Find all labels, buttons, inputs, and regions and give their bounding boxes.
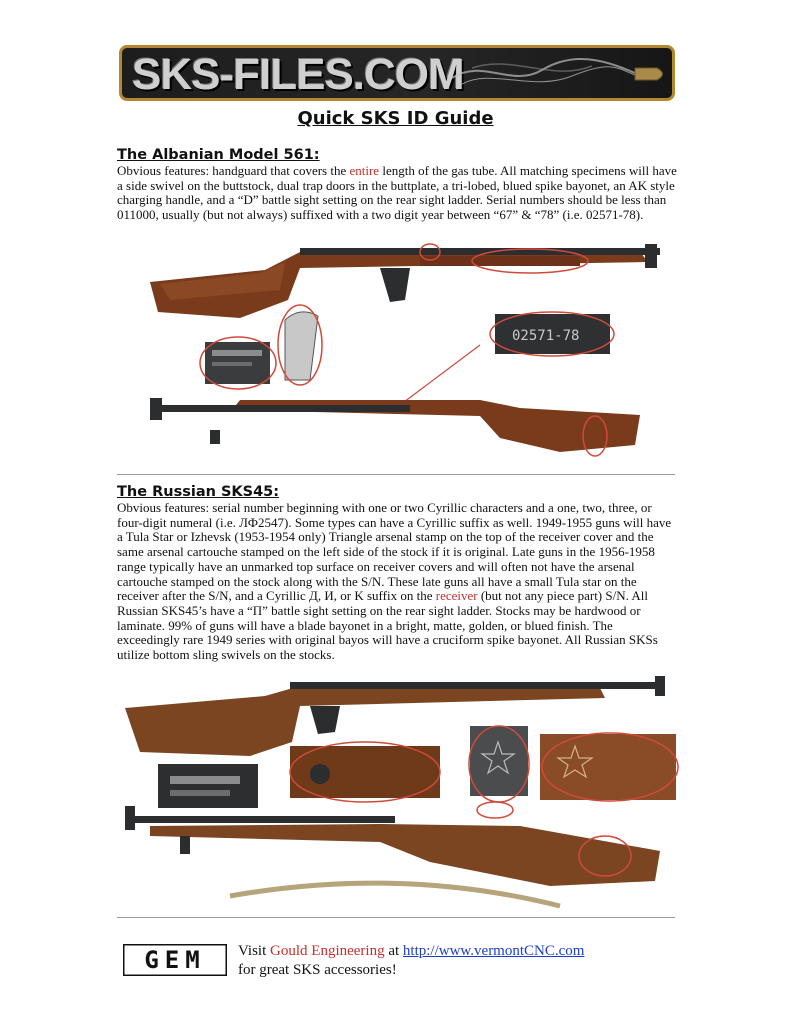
star-stamp-inset <box>469 726 529 802</box>
footer-text: Visit Gould Engineering at http://www.vermontCNC.com for great SKS accessories! <box>238 943 585 978</box>
entire-highlight: entire <box>349 163 380 178</box>
section-divider <box>117 474 675 475</box>
company-name: Gould Engineering <box>270 943 385 959</box>
receiver-inset <box>158 764 258 808</box>
russian-rifle-bottom-icon <box>125 802 660 906</box>
albanian-rifle-top-icon <box>150 244 660 318</box>
smoke-bullet-icon <box>452 48 672 98</box>
svg-text:02571-78: 02571-78 <box>512 328 580 344</box>
russian-rifle-photo <box>0 676 791 916</box>
russian-heading: The Russian SKS45: <box>117 484 280 500</box>
albanian-rifle-photo <box>0 240 791 475</box>
site-banner <box>119 45 675 101</box>
albanian-rifle-bottom-icon <box>150 398 640 456</box>
company-link[interactable]: http://www.vermontCNC.com <box>402 943 585 959</box>
gem-logo <box>123 944 227 976</box>
site-name: SKS-FILES.COM <box>132 50 464 99</box>
stock-star-inset <box>540 733 678 801</box>
cartouche-inset <box>290 742 440 802</box>
footer-line2: for great SKS accessories! <box>238 961 397 978</box>
footer-divider <box>117 917 675 918</box>
albanian-description: Obvious features: handguard that covers the entire length of the gas tube. All matching specimens will have a side swivel on the buttstock, dual trap doors in the buttplate, a tri-lobed, blued spike bayonet, an AK style charging handle, and a “D” battle sight setting on the rear sight ladder. Serial numbers should be less than 011000, usually (but not always) suffixed with a two digit year between “67” & “78” (i.e. 02571-78). <box>117 163 677 223</box>
receiver-highlight: receiver <box>435 588 478 604</box>
svg-text:GEM: GEM <box>144 946 206 974</box>
albanian-heading: The Albanian Model 561: <box>117 147 320 163</box>
page-title: Quick SKS ID Guide <box>297 108 494 129</box>
charging-handle-inset <box>200 305 322 389</box>
serial-stamp-inset <box>490 312 614 356</box>
russian-description: Obvious features: serial number beginning with one or two Cyrillic characters and a one, two, three, or four-digit numeral (i.e. ЛФ2547). Some types can have a Cyrillic suffix as well. 1949-1955 guns will have a Tula Star or Izhevsk (1953-1954 only) Triangle arsenal stamp on the top of the receiver cover and the same arsenal cartouche stamped on the left side of the stock if it is original. Late guns in the 1956-1958 range typically have an unmarked top surface on receiver covers and will often not have the arsenal cartouche stamped on the stock along with the S/N. These late guns all have a small Tula star on the receiver after the S/N, and a Cyrillic Д, И, or K suffix on the receiver (but not any piece part) S/N. All Russian SKS45’s have a “П” battle sight setting on the rear sight ladder. Stocks may be hardwood or laminate. 99% of guns will have a blade bayonet in a bright, matte, golden, or blued finish. The exceedingly rare 1949 series with original bayos will have a cruciform spike bayonet. All Russian SKSs utilize bottom sling swivels on the stocks. <box>117 500 672 663</box>
